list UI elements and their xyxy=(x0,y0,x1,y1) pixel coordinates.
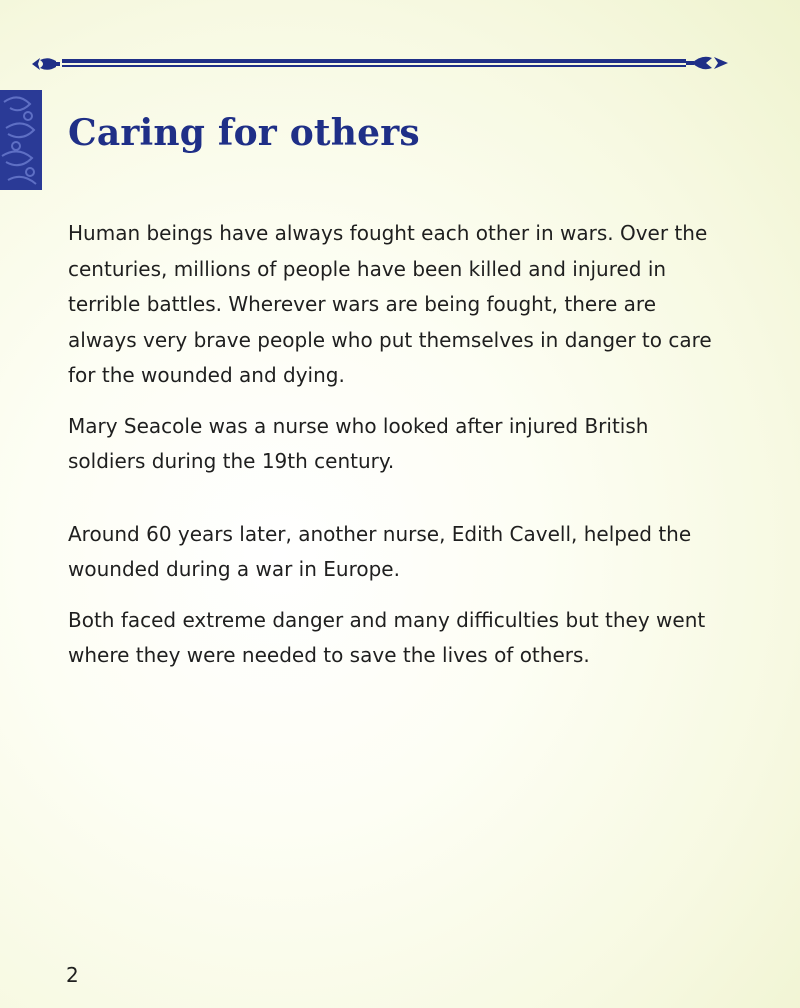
rule-lines xyxy=(62,59,686,67)
paragraph-mary-seacole: Mary Seacole was a nurse who looked after injured British soldiers during the 19th century. xyxy=(68,413,649,473)
page-title: Caring for others xyxy=(68,112,420,154)
right-arrow-ornament-icon xyxy=(686,57,728,69)
left-arrow-ornament-icon xyxy=(32,58,60,70)
paragraph-edith-cavell: Around 60 years later, another nurse, Edith Cavell, helped the wounded during a war in Europe. xyxy=(68,521,692,581)
paragraph-conclusion: Both faced extreme danger and many difficulties but they went where they were needed to save the lives of others. xyxy=(68,607,706,667)
side-ornament-tab xyxy=(0,90,42,190)
page-number: 2 xyxy=(66,963,79,987)
body-text xyxy=(68,216,728,674)
paragraph-intro: Human beings have always fought each other in wars. Over the centuries, millions of people have been killed and injured in terrible battles. Wherever wars are being fought, there are always very brave people who put themselves in danger to care for the wounded and dying. xyxy=(68,221,712,387)
top-decorative-rule xyxy=(30,52,730,76)
